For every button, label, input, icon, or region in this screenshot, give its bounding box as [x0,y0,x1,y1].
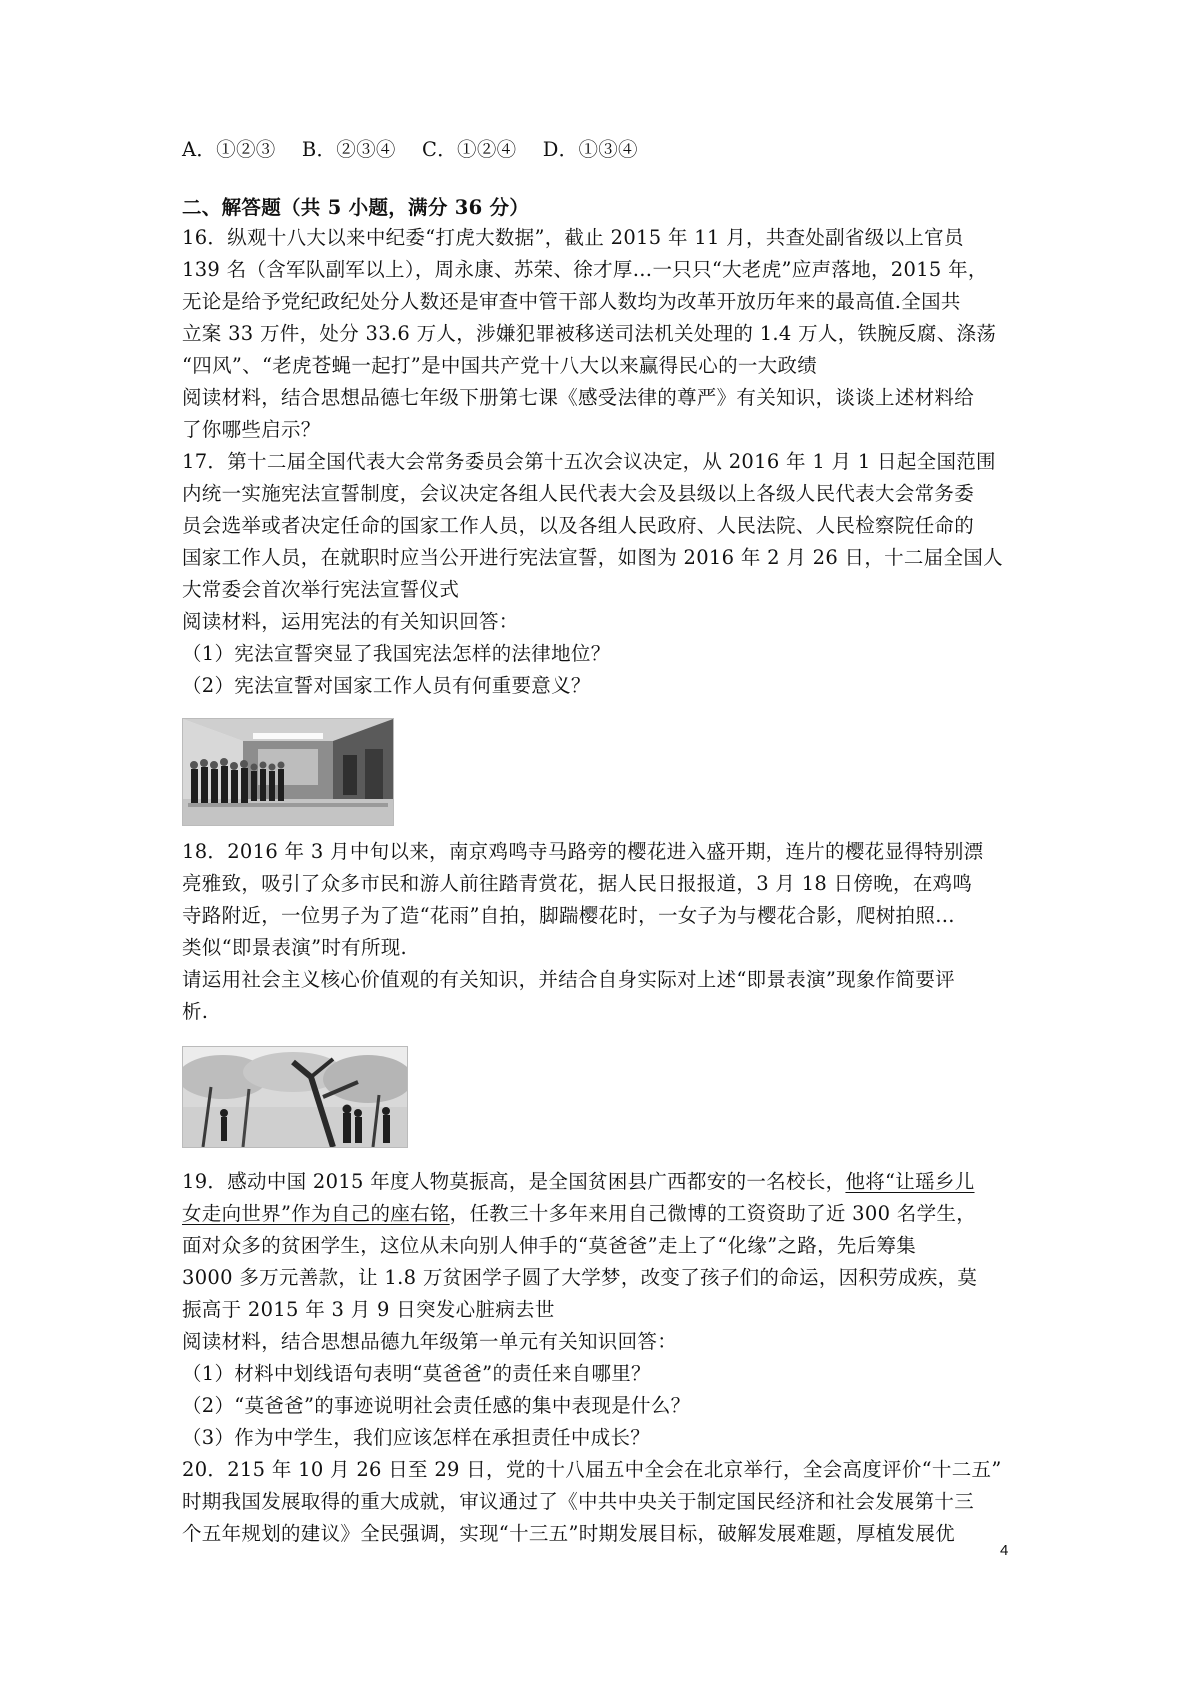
q17-line: （1）宪法宣誓突显了我国宪法怎样的法律地位？ [182,642,611,665]
q16-line: 了你哪些启示？ [182,418,321,441]
q19-line: （1）材料中划线语句表明“莫爸爸”的责任来自哪里？ [182,1362,651,1385]
q19-line: （3）作为中学生，我们应该怎样在承担责任中成长？ [182,1426,651,1449]
q18-line: 类似“即景表演”时有所现. [182,936,408,959]
q19-line: 阅读材料，结合思想品德九年级第一单元有关知识回答： [182,1330,678,1353]
q18-line: 析. [182,1000,209,1023]
q17-line: 员会选举或者决定任命的国家工作人员，以及各组人民政府、人民法院、人民检察院任命的 [182,514,975,537]
q19-text: ，任教三十多年来用自己微博的工资资助了近 300 名学生， [449,1202,976,1225]
q19-line [182,1198,976,1230]
q16-line: 16．纵观十八大以来中纪委“打虎大数据”，截止 2015 年 11 月，共查处副省级以上官员 [182,226,964,249]
q19-line: 振高于 2015 年 3 月 9 日突发心脏病去世 [182,1298,555,1321]
q19-text: 19．感动中国 2015 年度人物莫振高，是全国贫困县广西都安的一名校长， [182,1170,846,1193]
q18-line: 寺路附近，一位男子为了造“花雨”自拍，脚踹樱花时，一女子为与樱花合影，爬树拍照… [182,904,955,927]
q18-line: 18．2016 年 3 月中旬以来，南京鸡鸣寺马路旁的樱花进入盛开期，连片的樱花显得特别漂 [182,840,984,863]
answer-options-line: A．①②③ B．②③④ C．①②④ D．①③④ [182,138,638,161]
q17-line: 内统一实施宪法宣誓制度，会议决定各组人民代表大会及县级以上各级人民代表大会常务委 [182,482,975,505]
q19-underlined-text: 女走向世界”作为自己的座右铭 [182,1202,450,1225]
q16-line: 无论是给予党纪政纪处分人数还是审查中管干部人数均为改革开放历年来的最高值.全国共 [182,290,961,313]
cherry-blossom-photo [182,1046,408,1148]
q17-line: 阅读材料，运用宪法的有关知识回答： [182,610,519,633]
q20-line: 时期我国发展取得的重大成就，审议通过了《中共中央关于制定国民经济和社会发展第十三 [182,1490,975,1513]
oath-ceremony-photo [182,718,394,826]
q18-line: 请运用社会主义核心价值观的有关知识，并结合自身实际对上述“即景表演”现象作简要评 [182,968,955,991]
q17-line: 大常委会首次举行宪法宣誓仪式 [182,578,460,601]
q16-line: 阅读材料，结合思想品德七年级下册第七课《感受法律的尊严》有关知识，谈谈上述材料给 [182,386,975,409]
q19-line [182,1166,975,1198]
q17-line: 国家工作人员，在就职时应当公开进行宪法宣誓，如图为 2016 年 2 月 26 日，十二届全国人 [182,546,1003,569]
q16-line: “四风”、“老虎苍蝇一起打”是中国共产党十八大以来赢得民心的一大政绩 [182,354,818,377]
q19-underlined-text: 他将“让瑶乡儿 [845,1170,975,1193]
q20-line: 20．215 年 10 月 26 日至 29 日，党的十八届五中全会在北京举行，全会高度评价“十二五” [182,1458,1002,1481]
q19-line: 面对众多的贫困学生，这位从未向别人伸手的“莫爸爸”走上了“化缘”之路，先后筹集 [182,1234,917,1257]
page-number: 4 [1000,1542,1009,1559]
q16-line: 立案 33 万件，处分 33.6 万人，涉嫌犯罪被移送司法机关处理的 1.4 万人，铁腕反腐、涤荡 [182,322,997,345]
q17-line: （2）宪法宣誓对国家工作人员有何重要意义？ [182,674,591,697]
q17-line: 17．第十二届全国代表大会常务委员会第十五次会议决定，从 2016 年 1 月 1 日起全国范围 [182,450,996,473]
section-title: 二、解答题（共 5 小题，满分 36 分） [182,196,530,219]
q19-line: （2）“莫爸爸”的事迹说明社会责任感的集中表现是什么？ [182,1394,691,1417]
q18-line: 亮雅致，吸引了众多市民和游人前往踏青赏花，据人民日报报道，3 月 18 日傍晚，在鸡鸣 [182,872,973,895]
q19-line: 3000 多万元善款，让 1.8 万贫困学子圆了大学梦，改变了孩子们的命运，因积劳成疾，莫 [182,1266,978,1289]
q16-line: 139 名（含军队副军以上），周永康、苏荣、徐才厚…一只只“大老虎”应声落地，2015 年， [182,258,988,281]
q20-line: 个五年规划的建议》全民强调，实现“十三五”时期发展目标，破解发展难题，厚植发展优 [182,1522,955,1545]
